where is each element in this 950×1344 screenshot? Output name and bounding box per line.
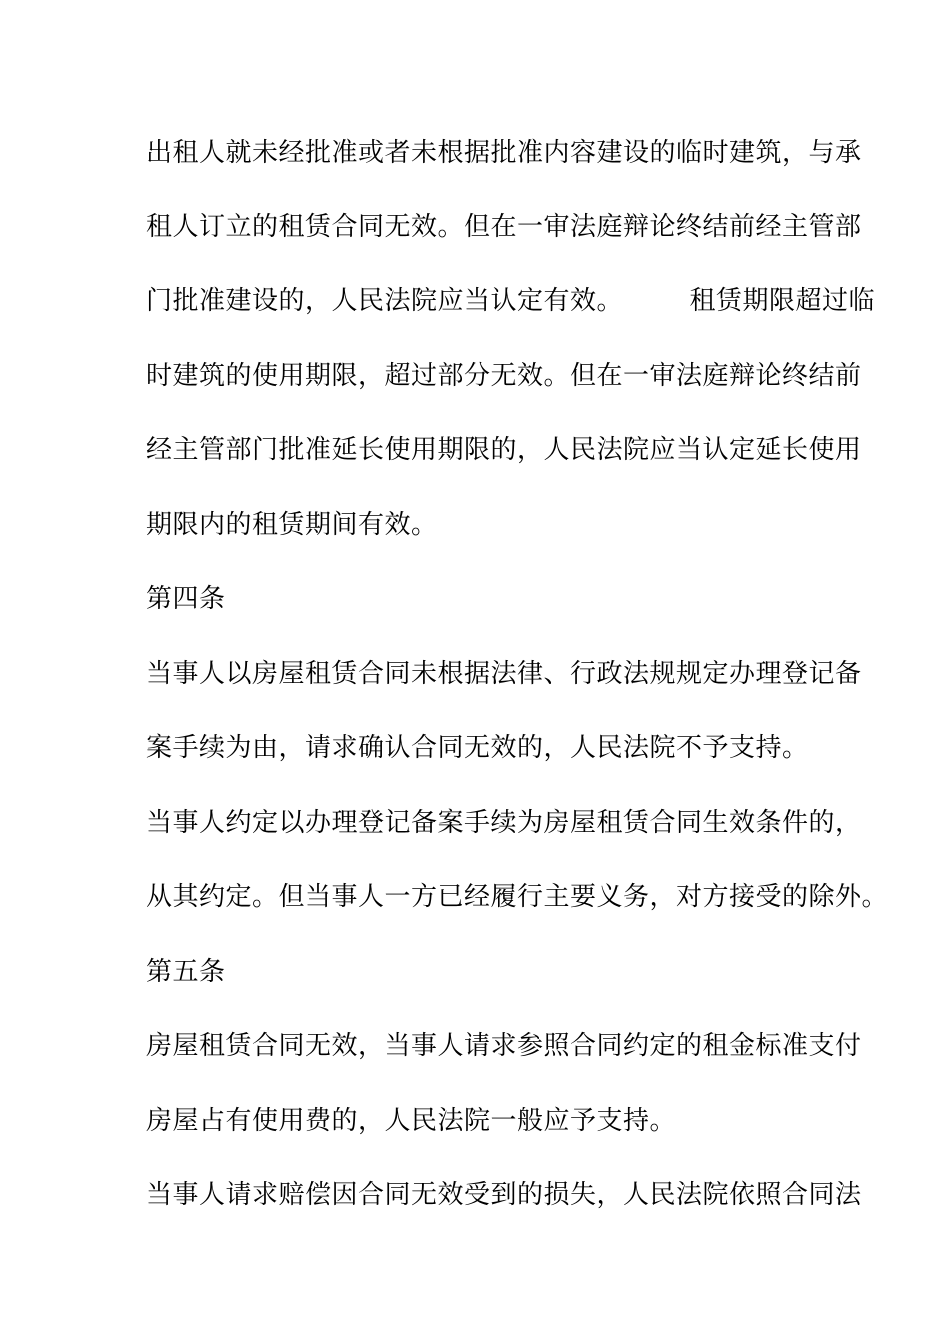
- paragraph-line: 门批准建设的，人民法院应当认定有效。 租赁期限超过临: [146, 286, 876, 316]
- article-heading: 第五条: [146, 957, 226, 987]
- paragraph-line: 当事人约定以办理登记备案手续为房屋租赁合同生效条件的，: [146, 808, 862, 838]
- article-heading: 第四条: [146, 584, 226, 614]
- paragraph-line: 期限内的租赁期间有效。: [146, 510, 438, 540]
- paragraph-line: 当事人请求赔偿因合同无效受到的损失，人民法院依照合同法: [146, 1180, 862, 1210]
- paragraph-line: 时建筑的使用期限，超过部分无效。但在一审法庭辩论终结前: [146, 361, 862, 391]
- paragraph-line: 当事人以房屋租赁合同未根据法律、行政法规规定办理登记备: [146, 659, 862, 689]
- paragraph-line: 房屋占有使用费的，人民法院一般应予支持。: [146, 1106, 677, 1136]
- paragraph-line: 出租人就未经批准或者未根据批准内容建设的临时建筑，与承: [146, 138, 862, 168]
- paragraph-line: 房屋租赁合同无效，当事人请求参照合同约定的租金标准支付: [146, 1031, 862, 1061]
- paragraph-line: 经主管部门批准延长使用期限的，人民法院应当认定延长使用: [146, 435, 862, 465]
- paragraph-line: 案手续为由，请求确认合同无效的，人民法院不予支持。: [146, 733, 809, 763]
- paragraph-line: 从其约定。但当事人一方已经履行主要义务，对方接受的除外。: [146, 882, 889, 912]
- paragraph-line: 租人订立的租赁合同无效。但在一审法庭辩论终结前经主管部: [146, 212, 862, 242]
